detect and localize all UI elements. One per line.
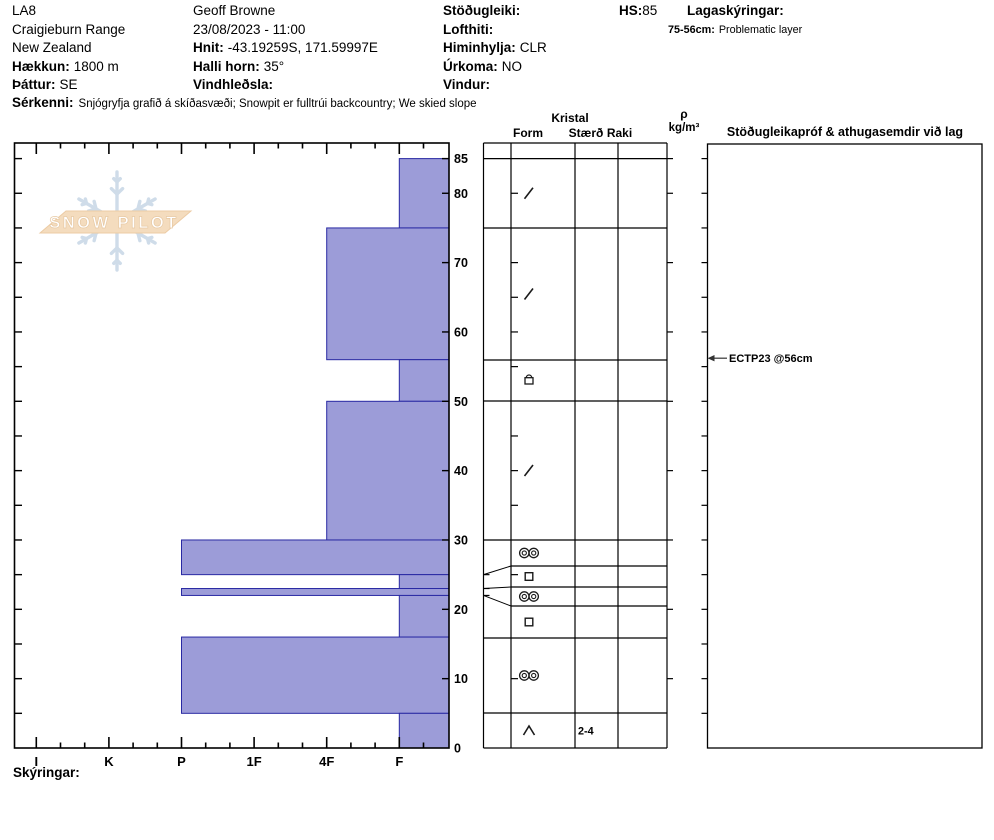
hs-label: HS: <box>619 3 643 18</box>
depth-axis-label: 85 <box>454 152 468 167</box>
air-temp-label: Lofthiti: <box>443 21 494 37</box>
stability-annotation <box>708 353 813 365</box>
stability-tests-header: Stöðugleikapróf & athugasemdir við lag <box>726 125 964 139</box>
snow-layer-bar <box>399 159 449 228</box>
hardness-axis-label: F <box>395 754 404 769</box>
grain-form-symbol <box>520 548 539 557</box>
observation-datetime: 23/08/2023 - 11:00 <box>193 21 306 37</box>
pit-id: LA8 <box>12 3 37 18</box>
country: New Zealand <box>12 40 92 56</box>
snowflake-branch <box>138 201 140 209</box>
elevation-value: 1800 m <box>73 58 119 74</box>
grain-form-symbol <box>520 671 539 680</box>
aspect-value: SE <box>59 77 78 93</box>
depth-axis-label: 10 <box>454 672 468 687</box>
expanded-row-leader-line <box>484 587 512 589</box>
hardness-axis-label: K <box>104 754 114 769</box>
observer-name: Geoff Browne <box>193 3 276 18</box>
expanded-row-leader-line <box>484 595 512 606</box>
layer-note-text: Problematic layer <box>718 24 803 36</box>
wetness-column-header: Raki <box>606 126 633 140</box>
snow-layer-bar <box>327 401 449 540</box>
grain-slash <box>525 289 534 300</box>
pit-comments-text: Snjógryfja grafið á skíðasvæði; Snowpit er fulltrúi backcountry; We skied slope <box>78 98 477 110</box>
layer-notes-title: Lagaskýringar: <box>687 3 784 18</box>
grain-form-symbol <box>524 726 535 735</box>
hardness-axis-label: 4F <box>319 754 335 769</box>
grain-form-symbol <box>525 289 534 300</box>
hs-value: 85 <box>642 3 658 18</box>
precip-label: Úrkoma: <box>443 58 498 74</box>
stability-test-label: ECTP23 @56cm <box>729 353 813 366</box>
grain-form-symbol <box>520 592 539 601</box>
snow-layer-bar <box>399 575 449 589</box>
coords-label: Hnit: <box>193 40 224 56</box>
depth-axis-label: 40 <box>454 464 468 479</box>
snowflake-branch <box>82 203 86 204</box>
depth-axis-label: 50 <box>454 394 468 409</box>
mountain-range: Craigieburn Range <box>12 21 126 37</box>
grain-circle-outer <box>520 671 529 680</box>
depth-axis-label: 80 <box>454 186 468 201</box>
snowflake-branch <box>85 239 86 243</box>
snowflake-branch <box>114 179 117 182</box>
legend-label: Skýringar: <box>13 765 80 780</box>
grain-circle-inner <box>522 551 526 555</box>
hardness-axis-label: 1F <box>246 754 262 769</box>
layer-note-range: 75-56cm: <box>668 24 715 36</box>
coords-value: -43.19259S, 171.59997E <box>227 40 378 56</box>
grain-circle-inner <box>522 673 526 677</box>
depth-axis-label: 0 <box>454 741 461 756</box>
grain-circle-inner <box>532 551 536 555</box>
grain-circle-inner <box>522 594 526 598</box>
grain-size-label: 2-4 <box>578 725 594 738</box>
grain-form-symbol <box>525 188 534 199</box>
grain-dome-square-base <box>525 378 533 384</box>
grain-square <box>525 618 533 626</box>
wind-loading-label: Vindhleðsla: <box>193 77 274 93</box>
snowpilot-logo <box>40 211 191 233</box>
grain-circle-outer <box>529 548 538 557</box>
snow-layer-bar <box>182 540 450 575</box>
snowflake-branch <box>117 260 120 263</box>
grain-circle-outer <box>529 592 538 601</box>
expanded-row-leader-line <box>484 566 512 575</box>
grain-circle-outer <box>520 592 529 601</box>
grain-square <box>525 573 533 581</box>
snowflake-branch <box>147 237 151 238</box>
grain-circle-outer <box>529 671 538 680</box>
pit-comments-label: Sérkenni: <box>12 95 74 110</box>
grain-slash <box>525 465 534 476</box>
grain-form-symbol <box>525 618 533 626</box>
size-column-header: Stærð <box>568 126 604 140</box>
snow-layer-bar <box>182 589 450 596</box>
slope-angle-label: Halli horn: <box>193 58 260 74</box>
crystal-group-header: Kristal <box>551 111 589 125</box>
hardness-axis-label: P <box>177 754 186 769</box>
snowflake-branch <box>147 199 148 203</box>
snow-layer-bar <box>182 637 450 713</box>
grain-circle-inner <box>532 673 536 677</box>
depth-axis-label: 30 <box>454 533 468 548</box>
grain-circle-outer <box>520 548 529 557</box>
hardness-axis-label: I <box>34 754 39 769</box>
grain-form-symbol <box>525 375 533 384</box>
snow-layer-bar <box>327 228 449 360</box>
wind-label: Vindur: <box>443 77 490 93</box>
precip-value: NO <box>501 58 523 74</box>
snow-layer-bar <box>399 360 449 402</box>
grain-circle-inner <box>532 594 536 598</box>
sky-label: Himinhylja: <box>443 40 516 56</box>
logo-text: SNOW PILOT <box>49 214 179 232</box>
annotation-arrow-head <box>708 355 715 361</box>
sky-value: CLR <box>519 40 547 56</box>
snow-layer-bar <box>399 595 449 637</box>
stability-label: Stöðugleiki: <box>443 3 521 18</box>
depth-axis-label: 70 <box>454 256 468 271</box>
grain-slash <box>525 188 534 199</box>
grain-form-symbol <box>525 465 534 476</box>
density-unit-header: kg/m³ <box>668 122 700 134</box>
snowflake-branch <box>94 233 96 241</box>
stability-tests-box <box>708 144 983 748</box>
grain-form-symbol <box>525 573 533 581</box>
density-symbol-header: ρ <box>680 107 688 121</box>
elevation-label: Hækkun: <box>12 58 70 74</box>
depth-axis-label: 20 <box>454 602 468 617</box>
aspect-label: Þáttur: <box>12 77 56 93</box>
grain-caret <box>524 726 535 735</box>
slope-angle-value: 35° <box>263 58 285 74</box>
form-column-header: Form <box>513 126 543 140</box>
depth-axis-label: 60 <box>454 325 468 340</box>
